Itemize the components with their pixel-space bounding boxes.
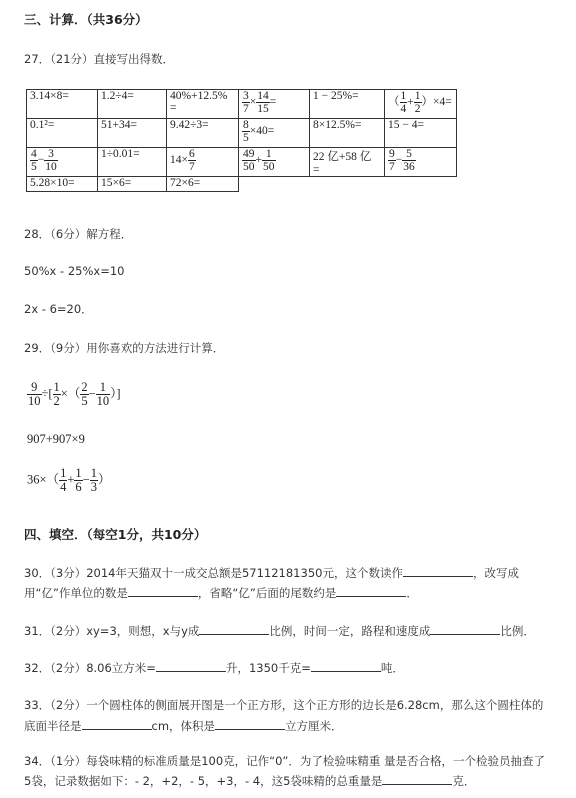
cell-text: =: [170, 102, 177, 114]
fraction: $\frac{3}{7}$: [243, 90, 249, 116]
question-text: 升，1350千克=: [225, 661, 311, 675]
fraction: $\frac{9}{10}$: [28, 380, 41, 409]
table-cell: [98, 148, 167, 177]
operator: ×（: [60, 386, 81, 401]
q34-line-1: 34．（1分）每袋味精的标准质量是100克，记作“0”．为了检验味精重 量是否合格，一个检验员抽查了: [24, 754, 546, 768]
cell-text: ×40=: [249, 125, 275, 138]
q31: [24, 622, 535, 639]
fraction: $\frac{6}{7}$: [189, 148, 195, 174]
question-text: 底面半径是: [24, 719, 82, 733]
question-text: 立方厘米．: [285, 719, 343, 733]
table-cell: [167, 148, 239, 177]
equation-2: 2x - 6=20．: [24, 302, 93, 316]
calc-table: [26, 89, 457, 192]
cell-text: 9.42÷3=: [170, 119, 209, 131]
fraction: $\frac{49}{50}$: [243, 148, 255, 174]
question-text: 用“亿”作单位的数是: [24, 586, 128, 600]
cell-text: 51+34=: [101, 119, 137, 131]
question-text: 5袋，记录数据如下：- 2，+2，- 5，+3，- 4，这5袋味精的总重量是: [24, 774, 383, 788]
table-cell-empty: [239, 177, 310, 192]
cell-text: 1 − 25%=: [313, 90, 359, 102]
table-cell-empty: [385, 177, 457, 192]
answer-blank[interactable]: [382, 772, 452, 785]
table-cell: [98, 119, 167, 148]
operator: ）]: [110, 386, 121, 401]
cell-text: 3.14×8=: [30, 90, 69, 102]
question-text: 比例．: [500, 624, 535, 638]
operator: ×: [249, 96, 257, 109]
answer-blank[interactable]: [128, 584, 198, 597]
answer-blank[interactable]: [156, 659, 226, 672]
operator: ÷[: [41, 386, 53, 401]
question-text: ，改写成: [472, 566, 519, 580]
fraction: $\frac{8}{5}$: [243, 119, 249, 145]
operator: =: [269, 96, 277, 109]
table-cell: [27, 148, 98, 177]
q28-header: 28．（6分）解方程．: [24, 227, 133, 241]
q29-header: 29．（9分）用你喜欢的方法进行计算．: [24, 341, 225, 355]
fraction: $\frac{4}{5}$: [31, 148, 37, 174]
table-row: [27, 148, 457, 177]
fraction: $\frac{1}{6}$: [75, 466, 82, 495]
question-text: 吨．: [380, 661, 404, 675]
answer-blank[interactable]: [311, 659, 381, 672]
cell-text: =: [313, 164, 320, 176]
question-text: 比例，时间一定，路程和速度成: [269, 624, 431, 638]
table-cell: [98, 177, 167, 192]
cell-text: 14×: [170, 154, 188, 167]
cell-text: 8×12.5%=: [313, 119, 362, 131]
fraction: $\frac{5}{36}$: [403, 148, 415, 174]
operator: 36×（: [27, 472, 60, 487]
cell-text: 1÷0.01=: [101, 148, 140, 160]
question-text: ．: [406, 586, 418, 600]
equation-1: 50%x - 25%x=10: [24, 264, 125, 278]
question-text: ，省略“亿”后面的尾数约是: [197, 586, 337, 600]
table-cell: [239, 119, 310, 148]
fraction: $\frac{1}{2}$: [53, 380, 60, 409]
q34-line-2: [24, 772, 475, 789]
cell-text: 22 亿+58 亿: [313, 151, 372, 163]
fraction: $\frac{1}{4}$: [400, 90, 407, 116]
operator: +: [67, 472, 75, 487]
cell-text: 40%+12.5%: [170, 90, 228, 102]
operator: −: [395, 154, 403, 167]
fraction: $\frac{1}{10}$: [96, 380, 110, 409]
table-cell: [239, 148, 310, 177]
operator: −: [82, 472, 90, 487]
question-text: cm，体积是: [151, 719, 216, 733]
section-title-3: 三、计算．（共36分）: [24, 12, 148, 27]
table-cell: [98, 90, 167, 119]
table-row: [27, 90, 457, 119]
cell-text: 72×6=: [170, 177, 201, 189]
fraction: $\frac{14}{15}$: [257, 90, 269, 116]
answer-blank[interactable]: [403, 564, 473, 577]
table-cell: [385, 119, 457, 148]
operator: （: [388, 96, 400, 109]
expression-1: [27, 381, 121, 408]
fraction: $\frac{1}{3}$: [90, 466, 97, 495]
cell-text: 5.28×10=: [30, 177, 75, 189]
question-text: 30．（3分）2014年天猫双十一成交总额是57112181350元，这个数读作: [24, 566, 403, 580]
answer-blank[interactable]: [199, 622, 269, 635]
answer-blank[interactable]: [82, 717, 152, 730]
operator: ）: [97, 472, 111, 487]
table-cell: [167, 90, 239, 119]
table-cell: [167, 177, 239, 192]
table-cell: [310, 148, 385, 177]
operator: −: [37, 154, 45, 167]
cell-text: 1.2÷4=: [101, 90, 134, 102]
table-cell: [167, 119, 239, 148]
table-cell: [385, 90, 457, 119]
q32: [24, 659, 404, 676]
fraction: $\frac{1}{50}$: [263, 148, 275, 174]
operator: ）×4=: [421, 96, 452, 109]
answer-blank[interactable]: [430, 622, 500, 635]
expression-2: 907+907×9: [27, 432, 85, 446]
table-cell: [27, 119, 98, 148]
answer-blank[interactable]: [336, 584, 406, 597]
operator: +: [255, 154, 262, 167]
fraction: $\frac{1}{2}$: [414, 90, 421, 116]
table-cell-empty: [310, 177, 385, 192]
operator: −: [88, 386, 96, 401]
question-text: 克．: [452, 774, 476, 788]
table-cell: [239, 90, 310, 119]
q33-line-1: 33．（2分）一个圆柱体的侧面展开图是一个正方形，这个正方形的边长是6.28cm，那么这个圆柱体的: [24, 698, 544, 712]
answer-blank[interactable]: [215, 717, 285, 730]
q33-line-2: [24, 717, 343, 734]
q30-line-2: [24, 584, 418, 601]
section-title-4: 四、填空．（每空1分，共10分）: [24, 527, 207, 542]
expression-3: [27, 467, 110, 494]
cell-text: 15×6=: [101, 177, 132, 189]
table-cell: [310, 90, 385, 119]
fraction: $\frac{2}{5}$: [81, 380, 88, 409]
operator: +: [407, 96, 414, 109]
table-cell: [310, 119, 385, 148]
cell-text: 15 − 4=: [388, 119, 424, 131]
fraction: $\frac{3}{10}$: [45, 148, 57, 174]
table-cell: [27, 177, 98, 192]
table-cell: [27, 90, 98, 119]
q30-line-1: [24, 564, 519, 581]
table-row: [27, 119, 457, 148]
question-text: 31．（2分）xy=3，则想，x与y成: [24, 624, 200, 638]
table-row: [27, 177, 457, 192]
q27-header: 27．（21分）直接写出得数．: [24, 52, 175, 66]
table-cell: [385, 148, 457, 177]
fraction: $\frac{1}{4}$: [60, 466, 67, 495]
cell-text: 0.1²=: [30, 119, 55, 131]
fraction: $\frac{9}{7}$: [389, 148, 395, 174]
question-text: 32．（2分）8.06立方米=: [24, 661, 156, 675]
